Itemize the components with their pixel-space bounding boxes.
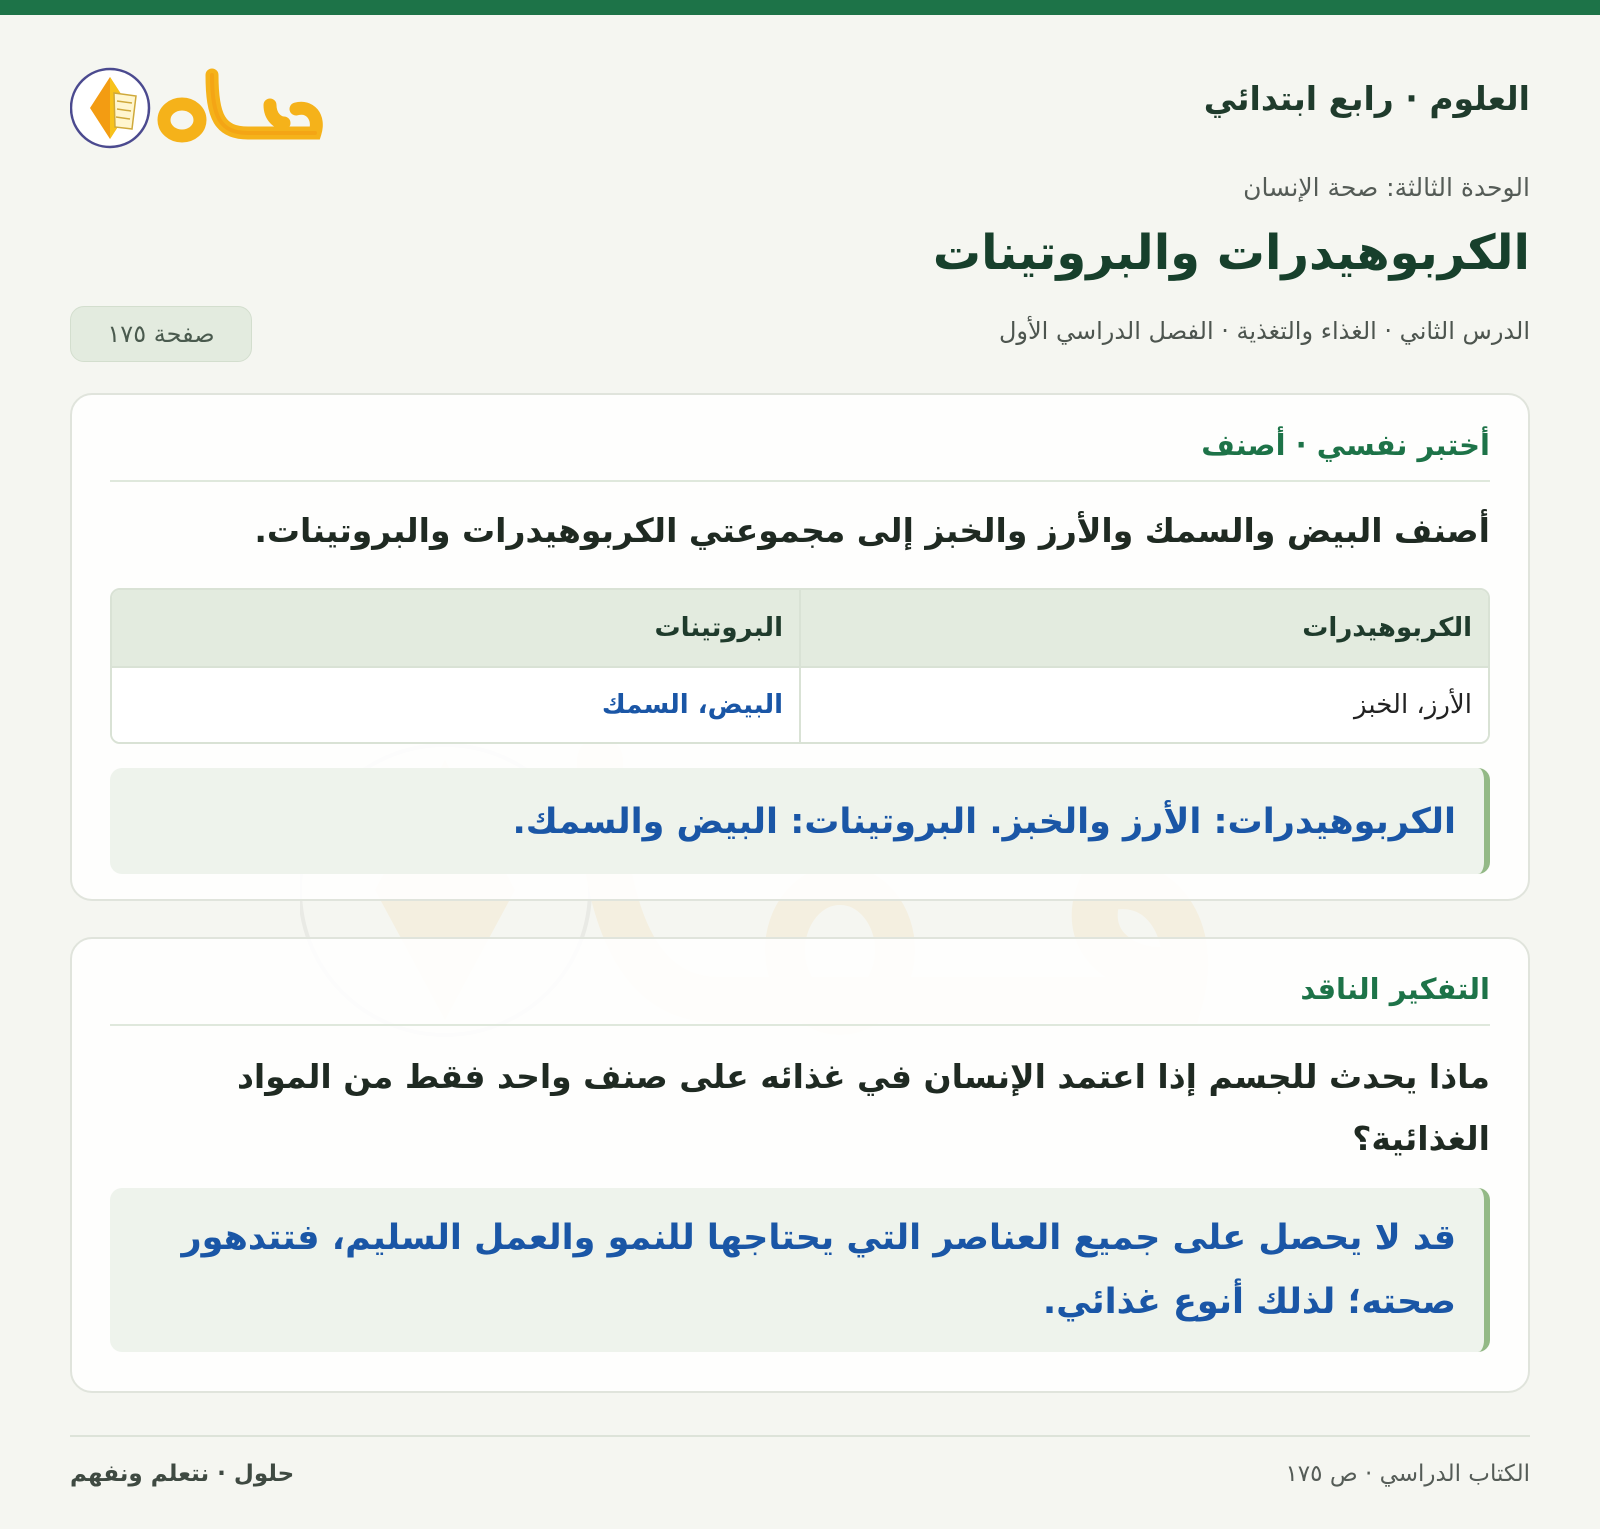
answer-box: الكربوهيدرات: الأرز والخبز. البروتينات: البيض والسمك. [110,768,1490,874]
column-header-proteins: البروتينات [112,590,800,667]
carbohydrates-cell: الأرز، الخبز [800,667,1488,742]
footer-book-page: الكتاب الدراسي · ص ١٧٥ [1285,1461,1530,1487]
page-footer [70,1435,1530,1487]
section-title: أختبر نفسي · أصنف [110,395,1490,482]
question-text: ماذا يحدث للجسم إذا اعتمد الإنسان في غذائه على صنف واحد فقط من المواد الغذائية؟ [236,1057,1490,1158]
proteins-cell: البيض، السمك [112,667,800,742]
subject-grade-title: العلوم · رابع ابتدائي [1203,79,1530,118]
footer-brand: حلول · نتعلم ونفهم [70,1461,295,1487]
lesson-title: الكربوهيدرات والبروتينات [932,225,1530,281]
page-header [70,15,1530,348]
critical-thinking-card [70,937,1530,1393]
table-row [112,667,1488,742]
self-test-card [70,393,1530,901]
question-text: أصنف البيض والسمك والأرز والخبز إلى مجموعتي الكربوهيدرات والبروتينات. [254,511,1490,550]
table-header-row [112,590,1488,667]
section-title: التفكير الناقد [110,939,1490,1026]
classification-table [110,588,1490,744]
column-header-carbohydrates: الكربوهيدرات [800,590,1488,667]
page-number-badge: صفحة ١٧٥ [70,306,252,362]
hulul-logo[interactable] [70,65,330,155]
unit-label: الوحدة الثالثة: صحة الإنسان [1243,173,1530,202]
answer-box: قد لا يحصل على جميع العناصر التي يحتاجها للنمو والعمل السليم، فتتدهور صحته؛ لذلك أنوع غذائي. [110,1188,1490,1352]
top-accent-bar [0,0,1600,15]
lesson-meta: الدرس الثاني · الغذاء والتغذية · الفصل الدراسي الأول [998,317,1530,345]
